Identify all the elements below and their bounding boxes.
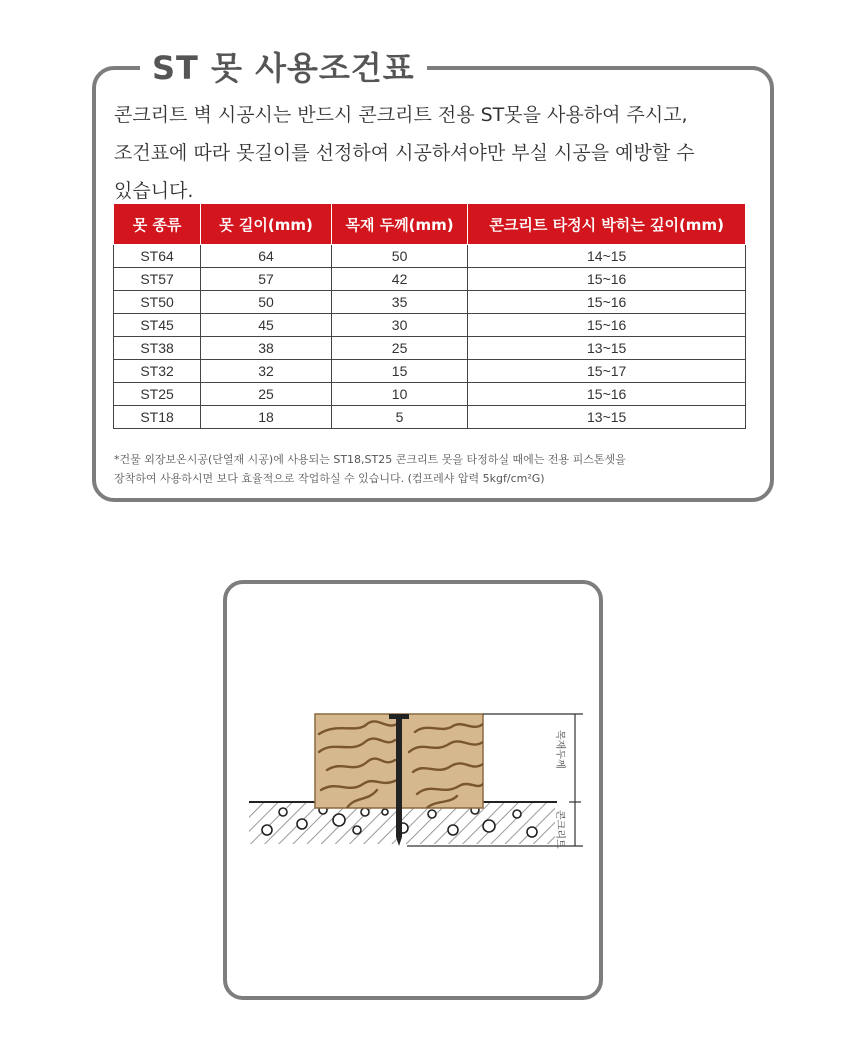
nail-diagram-frame bbox=[223, 580, 603, 1000]
cell-wood-thickness: 15 bbox=[331, 360, 468, 383]
footnote-line-2: 장착하여 사용하시면 보다 효율적으로 작업하실 수 있습니다. (컴프레샤 압력 5kgf/cm²G) bbox=[114, 472, 545, 485]
nail-spec-table bbox=[113, 203, 746, 429]
cell-nail-length: 18 bbox=[201, 406, 332, 429]
cell-nail-length: 25 bbox=[201, 383, 332, 406]
cell-wood-thickness: 35 bbox=[331, 291, 468, 314]
cell-wood-thickness: 25 bbox=[331, 337, 468, 360]
cell-wood-thickness: 30 bbox=[331, 314, 468, 337]
wood-thickness-label: 목재두께 bbox=[554, 730, 565, 769]
cell-wood-thickness: 5 bbox=[331, 406, 468, 429]
intro-line-2: 조건표에 따라 못길이를 선정하여 시공하셔야만 부실 시공을 예방할 수 bbox=[114, 142, 695, 164]
header-nail-type: 못 종류 bbox=[114, 204, 201, 245]
table-row bbox=[114, 314, 746, 337]
card-title: ST 못 사용조건표 bbox=[140, 44, 427, 92]
cell-nail-type: ST25 bbox=[114, 383, 201, 406]
table-row bbox=[114, 245, 746, 268]
cell-nail-type: ST18 bbox=[114, 406, 201, 429]
cell-wood-thickness: 42 bbox=[331, 268, 468, 291]
cell-nail-length: 50 bbox=[201, 291, 332, 314]
table-row bbox=[114, 383, 746, 406]
cell-wood-thickness: 10 bbox=[331, 383, 468, 406]
footnote bbox=[114, 450, 764, 488]
table-row bbox=[114, 406, 746, 429]
intro-line-3: 있습니다. bbox=[114, 180, 194, 202]
table-row bbox=[114, 291, 746, 314]
cell-concrete-depth: 14~15 bbox=[468, 245, 746, 268]
intro-line-1: 콘크리트 벽 시공시는 반드시 콘크리트 전용 ST못을 사용하여 주시고, bbox=[114, 104, 688, 126]
cell-nail-type: ST50 bbox=[114, 291, 201, 314]
cell-nail-type: ST64 bbox=[114, 245, 201, 268]
cell-concrete-depth: 15~16 bbox=[468, 383, 746, 406]
header-nail-length: 못 길이(mm) bbox=[201, 204, 332, 245]
table-row bbox=[114, 337, 746, 360]
cell-wood-thickness: 50 bbox=[331, 245, 468, 268]
table-row bbox=[114, 360, 746, 383]
concrete-depth-label: 콘크리트 bbox=[554, 810, 565, 849]
table-header-row bbox=[114, 204, 746, 245]
cell-nail-type: ST38 bbox=[114, 337, 201, 360]
cell-concrete-depth: 15~16 bbox=[468, 314, 746, 337]
nail-diagram bbox=[227, 584, 603, 1000]
cell-concrete-depth: 13~15 bbox=[468, 406, 746, 429]
cell-nail-type: ST57 bbox=[114, 268, 201, 291]
table-row bbox=[114, 268, 746, 291]
footnote-line-1: *건물 외장보온시공(단열재 시공)에 사용되는 ST18,ST25 콘크리트 못을 타정하실 때에는 전용 피스톤셋을 bbox=[114, 453, 626, 466]
header-concrete-depth: 콘크리트 타정시 박히는 깊이(mm) bbox=[468, 204, 746, 245]
cell-nail-length: 38 bbox=[201, 337, 332, 360]
header-wood-thickness: 목재 두께(mm) bbox=[331, 204, 468, 245]
intro-text bbox=[114, 96, 764, 210]
cell-nail-length: 45 bbox=[201, 314, 332, 337]
cell-nail-type: ST45 bbox=[114, 314, 201, 337]
cell-concrete-depth: 13~15 bbox=[468, 337, 746, 360]
cell-nail-type: ST32 bbox=[114, 360, 201, 383]
cell-nail-length: 64 bbox=[201, 245, 332, 268]
cell-concrete-depth: 15~17 bbox=[468, 360, 746, 383]
cell-nail-length: 57 bbox=[201, 268, 332, 291]
cell-concrete-depth: 15~16 bbox=[468, 268, 746, 291]
cell-nail-length: 32 bbox=[201, 360, 332, 383]
cell-concrete-depth: 15~16 bbox=[468, 291, 746, 314]
